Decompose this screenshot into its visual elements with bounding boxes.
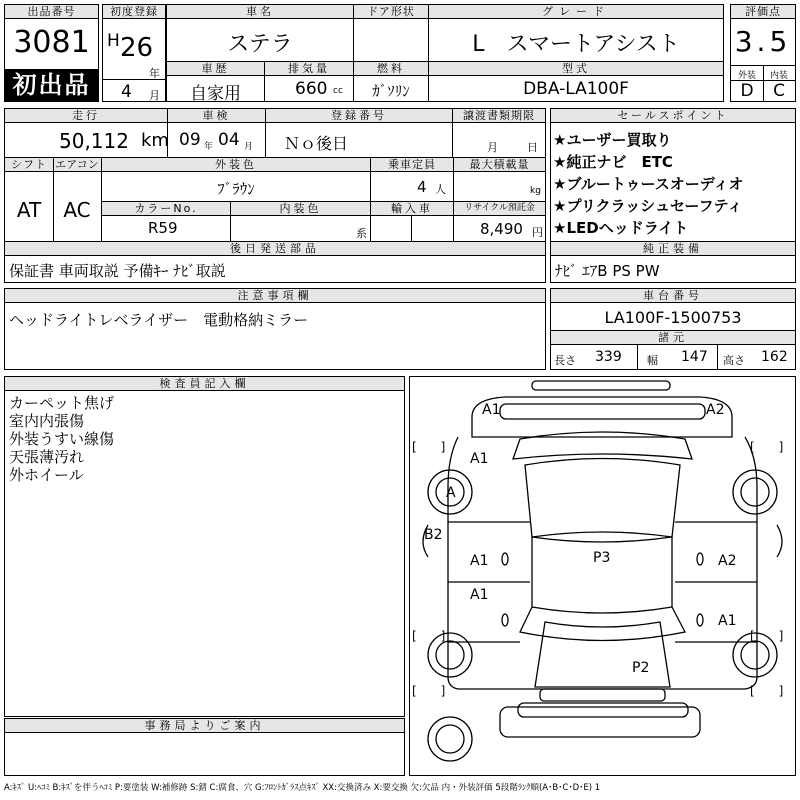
- damage-mark: A2: [706, 402, 725, 418]
- color-label: 外装色: [102, 158, 370, 172]
- ac-value: AC: [63, 198, 91, 222]
- lot-label: 出品番号: [5, 5, 98, 19]
- plate-value: Ｎｏ後日: [284, 134, 349, 153]
- inspector-box: [4, 376, 405, 717]
- length-label: 長さ: [554, 354, 576, 367]
- later-parts-label: 後日発送部品: [5, 242, 545, 256]
- lot-box: [4, 4, 99, 102]
- reg-month-unit: 月: [149, 89, 160, 102]
- color-no-value: R59: [148, 219, 178, 237]
- mileage-unit: km: [141, 130, 169, 151]
- door-box: [353, 4, 429, 62]
- sales-point-item: ★ブルートゥースオーディオ: [553, 175, 744, 193]
- car-name-box: [166, 4, 354, 62]
- later-parts-text: 保証書 車両取説 予備ｷｰ ﾅﾋﾞ取説: [9, 262, 226, 280]
- damage-mark: P2: [632, 660, 650, 676]
- legend: A:ｷｽﾞ U:ﾍｺﾐ B:ｷｽﾞを伴うﾍｺﾐ P:要塗装 W:補修跡 S:錆 C:腐食、穴 G:ﾌﾛﾝﾄｶﾞﾗｽ点ｷｽﾞ XX:交換済み X:要交換 欠:欠品 内・外装評価 5段階ﾗﾝｸ順(A･B･C･D･E) 1: [4, 783, 601, 793]
- notes-text: ヘッドライトレベライザー 電動格納ミラー: [9, 311, 309, 329]
- car-name: ステラ: [227, 32, 293, 57]
- damage-mark: P3: [593, 550, 611, 566]
- recycle-value: 8,490: [480, 220, 523, 238]
- model-value: DBA-LA100F: [523, 79, 629, 99]
- inspector-line: カーペット焦げ: [9, 394, 115, 412]
- registration-box: [102, 4, 166, 102]
- displacement-label: 排気量: [265, 62, 353, 76]
- sales-point-item: ★プリクラッシュセーフティ: [553, 197, 743, 215]
- first-listing-badge: 初出品: [5, 69, 98, 101]
- inspection-month: 04: [218, 130, 240, 150]
- ac-label: エアコン: [53, 158, 101, 172]
- history-box: [166, 61, 265, 102]
- color-no-label: カラーNo.: [102, 202, 230, 216]
- grade-label: グレード: [429, 5, 723, 19]
- chassis-box: [550, 288, 796, 370]
- grade-box: [428, 4, 724, 62]
- diagram-bracket: [ ]: [750, 684, 784, 698]
- chassis-number: LA100F-1500753: [604, 308, 742, 327]
- model-box: [428, 61, 724, 102]
- import-label: 輸入車: [371, 202, 453, 216]
- lot-number: 3081: [13, 25, 90, 60]
- inspector-label: 検査員記入欄: [5, 377, 404, 391]
- capacity-value: 4: [417, 178, 427, 196]
- spec-grid: [4, 157, 546, 242]
- inspection-box: [167, 108, 266, 158]
- int-color-label: 内装色: [231, 202, 370, 216]
- mileage-label: 走行: [5, 109, 167, 123]
- inspector-line: 天張薄汚れ: [9, 448, 85, 466]
- score-box: [730, 4, 796, 102]
- diagram-bracket: [ ]: [750, 629, 784, 643]
- damage-mark: A1: [470, 587, 489, 603]
- notes-box: [4, 288, 546, 370]
- damage-mark: A1: [470, 553, 489, 569]
- history-value: 自家用: [190, 84, 241, 104]
- damage-mark: A1: [482, 402, 501, 418]
- equipment-text: ﾅﾋﾞ ｴｱB PS PW: [555, 262, 660, 280]
- sales-point-item: ★ユーザー買取り: [553, 131, 672, 149]
- car-diagram: [409, 376, 796, 776]
- score-label: 評価点: [731, 5, 795, 19]
- model-label: 型式: [429, 62, 723, 76]
- fuel-label: 燃料: [354, 62, 428, 76]
- later-parts-box: [4, 241, 546, 283]
- inspector-line: 外ホイール: [9, 466, 84, 484]
- width-value: 147: [681, 349, 708, 365]
- length-value: 339: [595, 349, 622, 365]
- sales-point-item: ★LEDヘッドライト: [553, 219, 689, 237]
- era: H: [107, 31, 120, 51]
- transfer-label: 譲渡書類期限: [453, 109, 545, 123]
- damage-mark: A1: [470, 451, 489, 467]
- chassis-label: 車台番号: [551, 289, 795, 303]
- recycle-unit: 円: [532, 226, 543, 239]
- capacity-unit: 人: [435, 183, 446, 196]
- displacement-value: 660: [295, 79, 328, 99]
- reg-year-unit: 年: [149, 67, 160, 80]
- car-name-label: 車名: [167, 5, 353, 19]
- diagram-bracket: [ ]: [750, 440, 784, 454]
- sales-points-box: [550, 108, 796, 242]
- diagram-bracket: [ ]: [412, 440, 446, 454]
- grade-value: L スマートアシスト: [472, 32, 680, 57]
- sales-points-label: セールスポイント: [551, 109, 795, 123]
- mileage-value: 50,112: [59, 129, 129, 153]
- exterior-value: D: [740, 81, 754, 101]
- interior-value: C: [773, 81, 785, 101]
- equipment-label: 純正装備: [551, 242, 795, 256]
- capacity-label: 乗車定員: [371, 158, 453, 172]
- office-label: 事務局よりご案内: [5, 719, 404, 733]
- exterior-label: 外装: [737, 71, 756, 81]
- height-value: 162: [761, 349, 788, 365]
- color-value: ﾌﾞﾗｳﾝ: [217, 180, 255, 198]
- history-label: 車歴: [167, 62, 264, 76]
- fuel-box: [353, 61, 429, 102]
- mileage-box: [4, 108, 168, 158]
- reg-year: 26: [120, 33, 154, 63]
- width-label: 幅: [647, 354, 658, 367]
- height-label: 高さ: [723, 354, 745, 367]
- diagram-bracket: [ ]: [412, 629, 446, 643]
- door-label: ドア形状: [354, 5, 428, 19]
- transfer-month: 月: [487, 141, 498, 154]
- shift-value: AT: [16, 198, 42, 222]
- fuel-value: ｶﾞｿﾘﾝ: [372, 82, 410, 100]
- int-color-unit: 系: [356, 227, 367, 240]
- inspector-line: 外装うすい線傷: [9, 430, 115, 448]
- score-value: 3.5: [734, 25, 792, 58]
- damage-mark: A: [446, 485, 456, 501]
- inspector-line: 室内内張傷: [9, 412, 85, 430]
- equipment-box: [550, 241, 796, 283]
- office-box: [4, 718, 405, 776]
- inspection-month-unit: 月: [244, 142, 254, 152]
- inspection-label: 車検: [168, 109, 265, 123]
- diagram-bracket: [ ]: [412, 684, 446, 698]
- damage-mark: B2: [424, 527, 443, 543]
- car-diagram-svg: [410, 377, 795, 775]
- shift-label: シフト: [5, 158, 53, 172]
- displacement-unit: cc: [333, 86, 343, 96]
- damage-mark: A2: [718, 553, 737, 569]
- load-label: 最大積載量: [454, 158, 545, 172]
- load-unit: kg: [530, 186, 541, 196]
- plate-label: 登録番号: [266, 109, 452, 123]
- sales-point-item: ★純正ナビ ETC: [553, 153, 673, 171]
- damage-mark: A1: [718, 613, 737, 629]
- reg-month: 4: [121, 82, 132, 102]
- spec-label: 諸元: [551, 331, 795, 345]
- transfer-box: [452, 108, 546, 158]
- recycle-label: リサイクル預託金: [454, 202, 545, 216]
- inspection-year: 09: [179, 130, 201, 150]
- inspection-year-unit: 年: [204, 142, 214, 152]
- interior-label: 内装: [769, 71, 788, 81]
- displacement-box: [264, 61, 354, 102]
- transfer-day: 日: [527, 141, 538, 154]
- registration-label: 初度登録: [103, 5, 165, 19]
- notes-label: 注意事項欄: [5, 289, 545, 303]
- plate-box: [265, 108, 453, 158]
